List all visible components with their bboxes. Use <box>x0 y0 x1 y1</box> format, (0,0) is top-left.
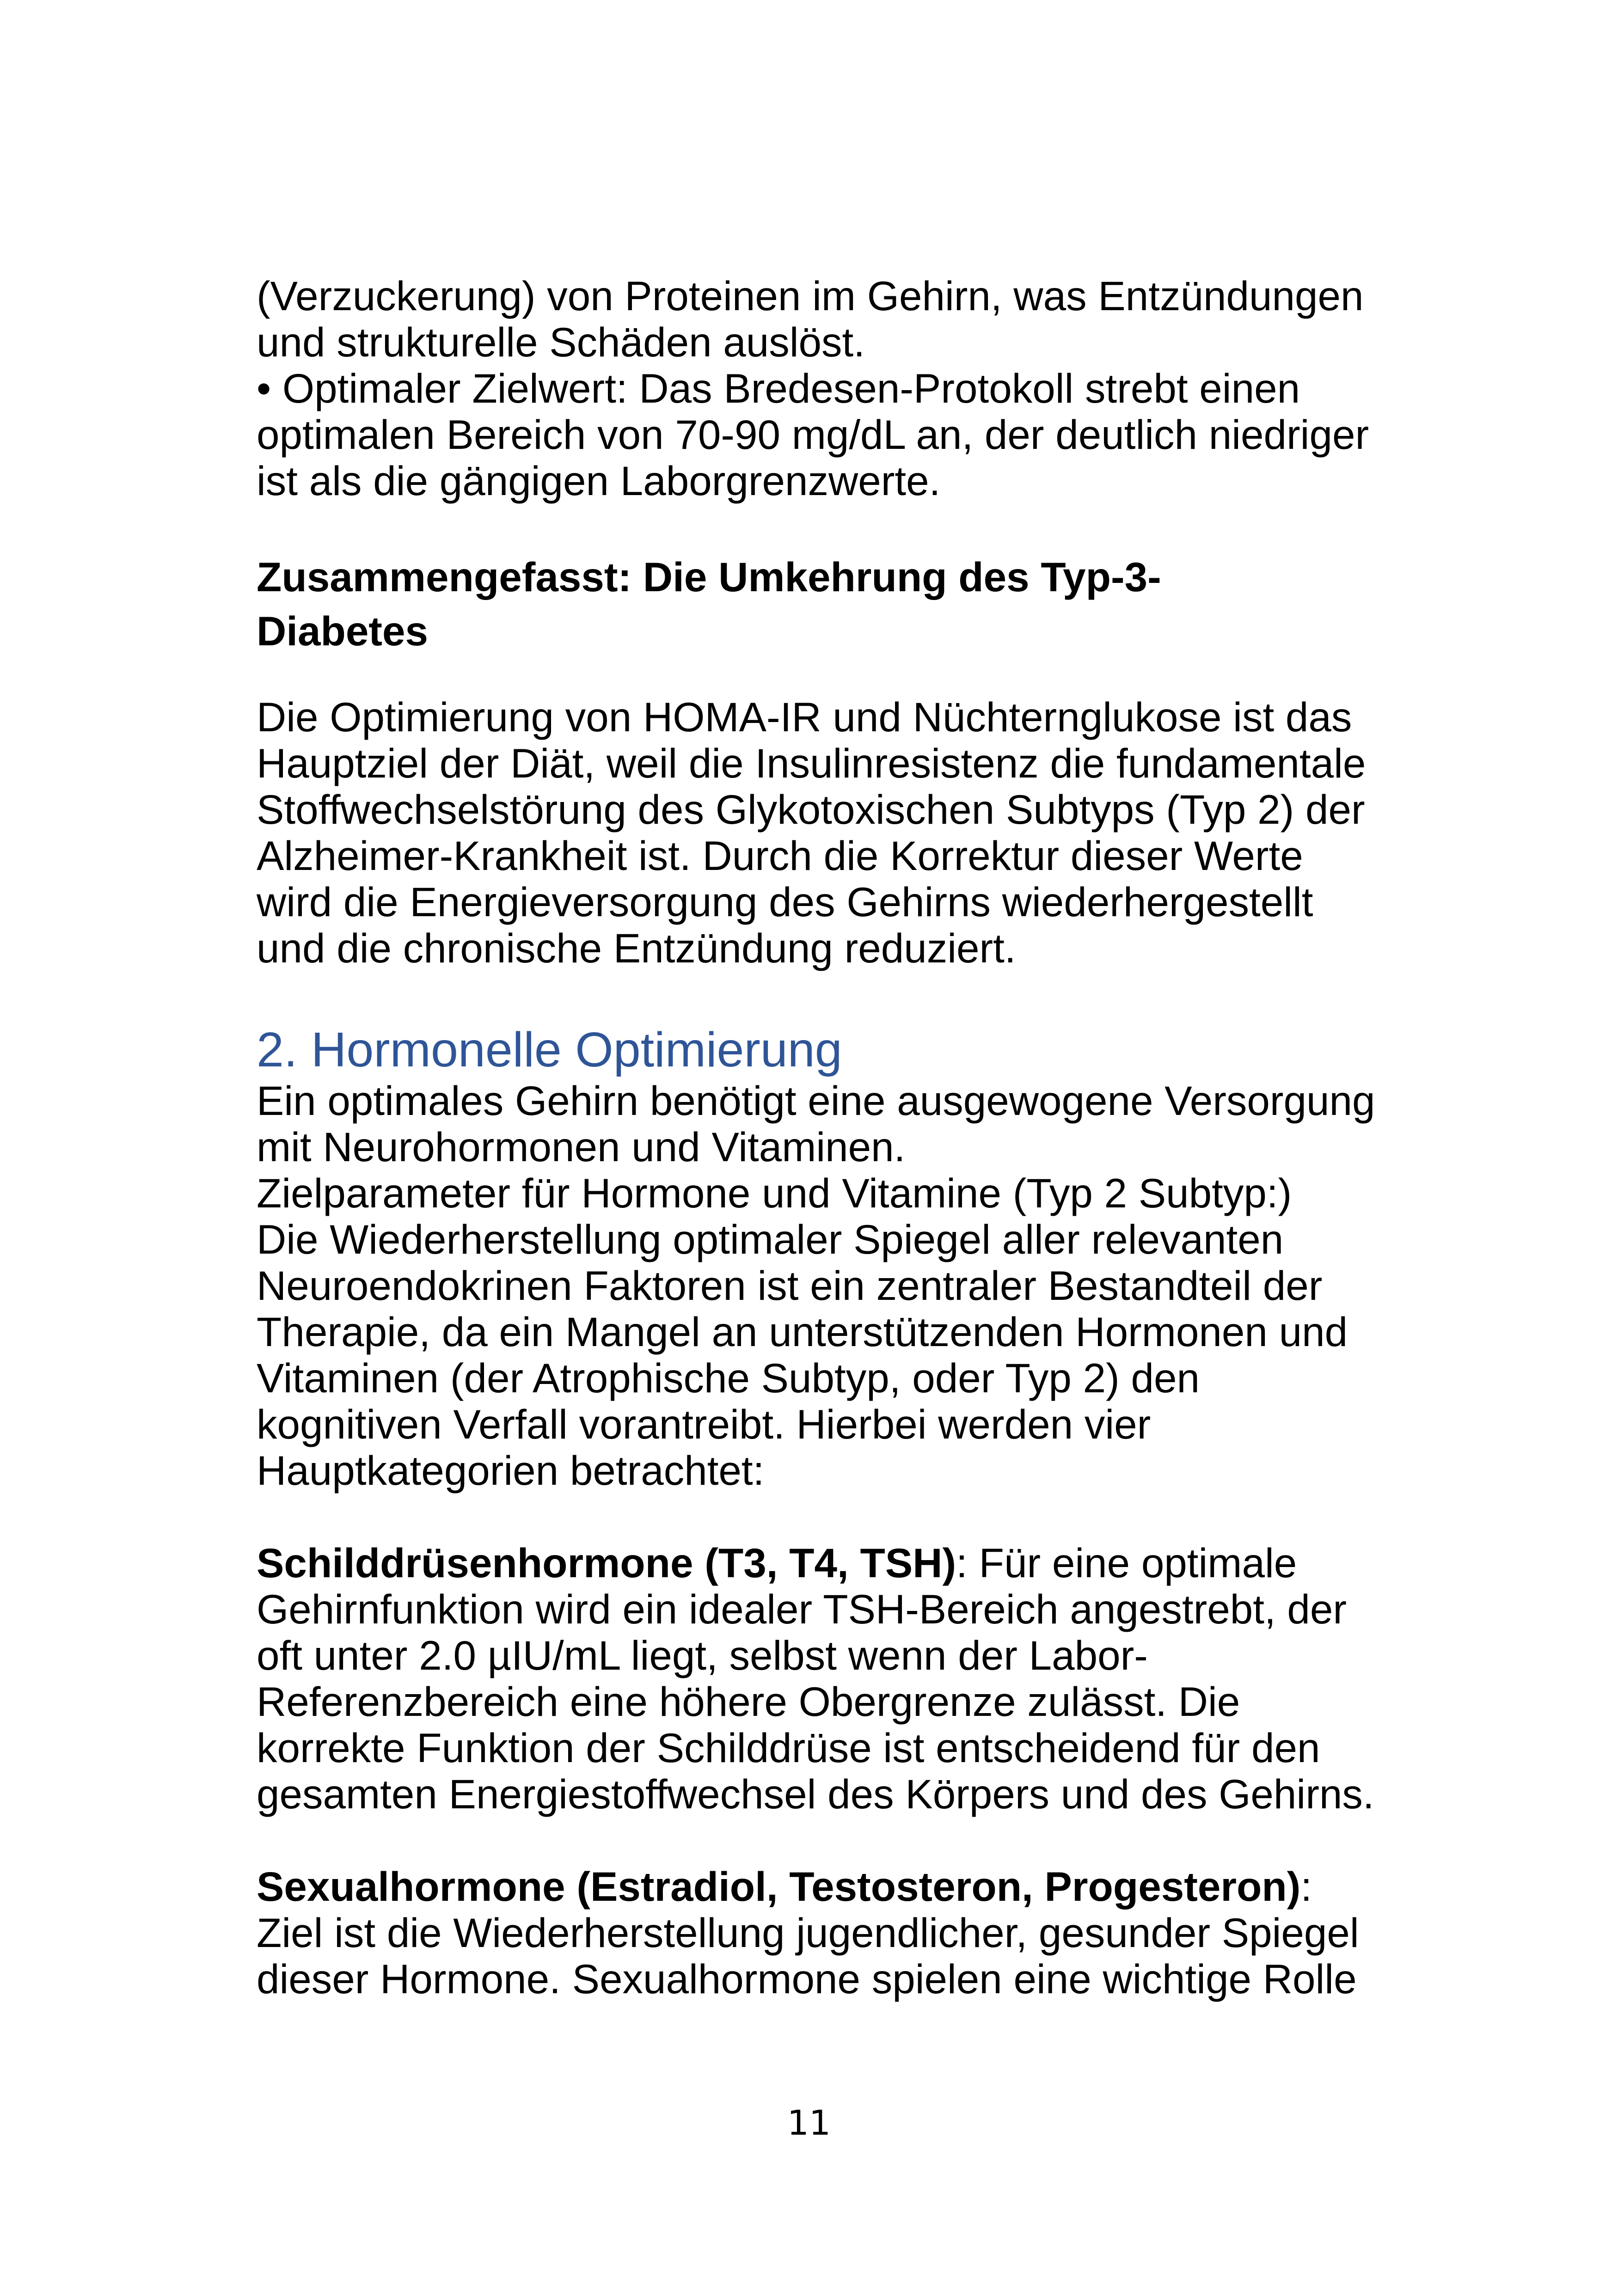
section-heading: 2. Hormonelle Optimierung <box>257 1022 842 1077</box>
text-line: (Verzuckerung) von Proteinen im Gehirn, was Entzündungen <box>257 273 1364 319</box>
text-line: Hauptkategorien betrachtet: <box>257 1447 765 1494</box>
page-number: 11 <box>787 2103 831 2143</box>
text-line: kognitiven Verfall vorantreibt. Hierbei werden vier <box>257 1401 1151 1447</box>
sex-hormones-paragraph <box>257 1863 1394 2002</box>
bullet-line: • Optimaler Zielwert: Das Bredesen-Protokoll strebt einen <box>257 365 1300 411</box>
text-line: Gehirnfunktion wird ein idealer TSH-Bereich angestrebt, der <box>257 1586 1347 1632</box>
summary-heading <box>257 550 1394 658</box>
text-line: Ziel ist die Wiederherstellung jugendlicher, gesunder Spiegel <box>257 1910 1359 1956</box>
text-line: oft unter 2.0 µIU/mL liegt, selbst wenn der Labor- <box>257 1632 1148 1678</box>
text-line: wird die Energieversorgung des Gehirns wiederhergestellt <box>257 879 1313 925</box>
sex-hormones-first-line-rest: : <box>1300 1863 1312 1910</box>
text-line: Referenzbereich eine höhere Obergrenze zulässt. Die <box>257 1678 1240 1725</box>
text-line: korrekte Funktion der Schilddrüse ist entscheidend für den <box>257 1725 1320 1771</box>
summary-heading-line: Zusammengefasst: Die Umkehrung des Typ-3- <box>257 554 1161 600</box>
text-line: Ein optimales Gehirn benötigt eine ausgewogene Versorgung <box>257 1078 1375 1124</box>
summary-paragraph <box>257 694 1394 971</box>
sex-hormones-label: Sexualhormone (Estradiol, Testosteron, Progesteron) <box>257 1863 1301 1910</box>
thyroid-label: Schilddrüsenhormone (T3, T4, TSH) <box>257 1540 956 1586</box>
text-line: Stoffwechselstörung des Glykotoxischen Subtyps (Typ 2) der <box>257 786 1365 833</box>
text-line: Die Optimierung von HOMA-IR und Nüchternglukose ist das <box>257 694 1352 740</box>
page-body <box>257 273 1394 2002</box>
text-line: Alzheimer-Krankheit ist. Durch die Korrektur dieser Werte <box>257 833 1303 879</box>
text-line: ist als die gängigen Laborgrenzwerte. <box>257 458 941 504</box>
section-intro-paragraph <box>257 1078 1394 1494</box>
text-line: mit Neurohormonen und Vitaminen. <box>257 1124 906 1170</box>
text-line: und die chronische Entzündung reduziert. <box>257 925 1016 971</box>
thyroid-first-line-rest: : Für eine optimale <box>956 1540 1297 1586</box>
intro-paragraph <box>257 273 1394 504</box>
thyroid-first-line <box>257 1540 1394 1586</box>
text-line: Vitaminen (der Atrophische Subtyp, oder Typ 2) den <box>257 1355 1200 1401</box>
text-line: Die Wiederherstellung optimaler Spiegel aller relevanten <box>257 1216 1284 1262</box>
text-line: Therapie, da ein Mangel an unterstützenden Hormonen und <box>257 1309 1348 1355</box>
sex-hormones-first-line <box>257 1863 1394 1910</box>
thyroid-paragraph <box>257 1540 1394 1817</box>
text-line: optimalen Bereich von 70-90 mg/dL an, der deutlich niedriger <box>257 411 1369 458</box>
text-line: gesamten Energiestoffwechsel des Körpers und des Gehirns. <box>257 1771 1374 1817</box>
summary-heading-line: Diabetes <box>257 608 428 654</box>
text-line: dieser Hormone. Sexualhormone spielen eine wichtige Rolle <box>257 1956 1357 2002</box>
text-line: Zielparameter für Hormone und Vitamine (Typ 2 Subtyp:) <box>257 1170 1292 1216</box>
text-line: Hauptziel der Diät, weil die Insulinresistenz die fundamentale <box>257 740 1366 786</box>
text-line: und strukturelle Schäden auslöst. <box>257 319 865 365</box>
text-line: Neuroendokrinen Faktoren ist ein zentraler Bestandteil der <box>257 1262 1323 1309</box>
